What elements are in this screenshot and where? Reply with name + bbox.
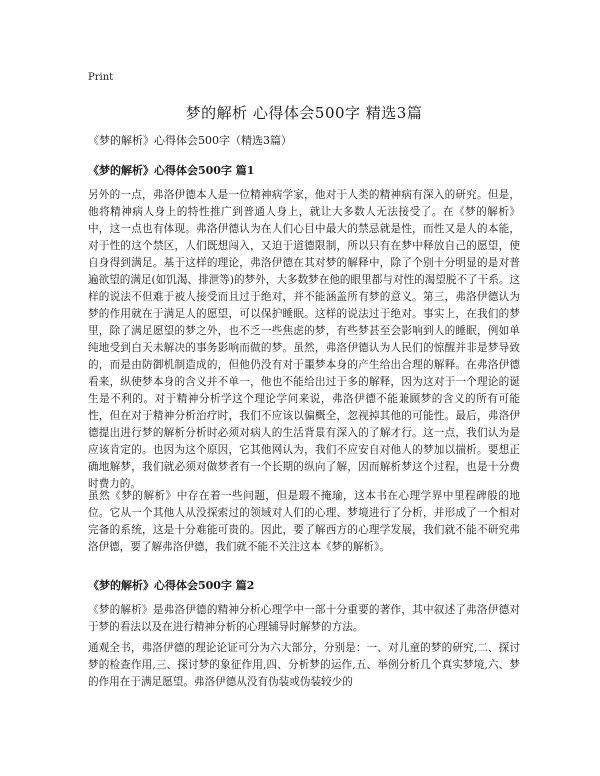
section1-paragraph2: 虽然《梦的解析》中存在着一些问题，但是瑕不掩瑜，这本书在心理学界中里程碑般的地位。它从一个其他人从没探索过的领域对人们的心理、梦境进行了分析，并形成了一个相对完备的系统，这是十分难能可贵的。因此，要了解西方的心理学发展，我们就不能不研究弗洛伊德，要了解弗洛伊德，我们就不能不关注这本《梦的解析》。: [88, 490, 520, 553]
section2-paragraph1: 《梦的解析》是弗洛伊德的精神分析心理学中一部十分重要的著作，其中叙述了弗洛伊德对于梦的看法以及在进行精神分析的心理辅导时解梦的方法。: [88, 604, 520, 633]
document-subtitle: 《梦的解析》心得体会500字（精选3篇）: [88, 134, 292, 147]
section2-heading: 《梦的解析》心得体会500字 篇2: [88, 579, 255, 592]
document-title: 梦的解析 心得体会500字 精选3篇: [185, 104, 423, 122]
section1-paragraph1: 另外的一点，弗洛伊德本人是一位精神病学家，他对于人类的精神病有深入的研究。但是，他将精神病人身上的特性推广到普通人身上，就让大多数人无法接受了。在《梦的解析》中，这一点也有体现。弗洛伊德认为在人们心目中最大的禁忌就是性，而性又是人的本能，对于性的这个禁区，人们既想闯入，又迫于道德限制，所以只有在梦中释放自己的愿望，使自身得到满足。基于这样的理论，弗洛伊德在其对梦的解释中，除了个别十分明显的是对普遍欲望的满足(如饥渴、排泄等)的梦外，大多数梦在他的眼里都与对性的渴望脱不了干系。这样的说法不但难于被人接受而且过于绝对，并不能涵盖所有梦的意义。第三，弗洛伊德认为梦的作用就在于满足人的愿望，可以保护睡眠。这样的说法过于绝对。事实上，在我们的梦里，除了满足愿望的梦之外，也不乏一些焦虑的梦，有些梦甚至会影响到人的睡眠，例如单纯地受到白天未解决的事务影响而做的梦。虽然，弗洛伊德认为人民们的惊醒并非是梦导致的，而是由防御机制造成的，但他仍没有对于噩梦本身的产生给出合理的解释。在弗洛伊德看来，纵使梦本身的含义并不单一，他也不能给出过于多的解释，因为这对于一个理论的诞生是不利的。对于精神分析学这个理论学问来说，弗洛伊德不能兼顾梦的含义的所有可能性，但在对于精神分析治疗时，我们不应该以偏概全，忽视掉其他的可能性。最后，弗洛伊德提出进行梦的解析分析时必须对病人的生活背景有深入的了解才行。这一点，我们认为是应该肯定的。也因为这个原因，它其他网认为，我们不应安自对他人的梦加以揣析。要想正确地解梦，我们就必须对做梦者有一个长期的纵向了解，因而解析梦这个过程，也是十分费时费力的。: [88, 189, 521, 490]
section2-paragraph2: 通观全书，弗洛伊德的理论论证可分为六大部分，分别是：一、对儿童的梦的研究,二、探讨梦的检查作用,三、探讨梦的象征作用,四、分析梦的运作,五、举例分析几个真实梦境,六、梦的作用在于满足愿望。弗洛伊德从没有伪装或伪装较少的: [88, 642, 520, 688]
print-label[interactable]: Print: [88, 72, 114, 83]
section1-heading: 《梦的解析》心得体会500字 篇1: [88, 164, 255, 177]
